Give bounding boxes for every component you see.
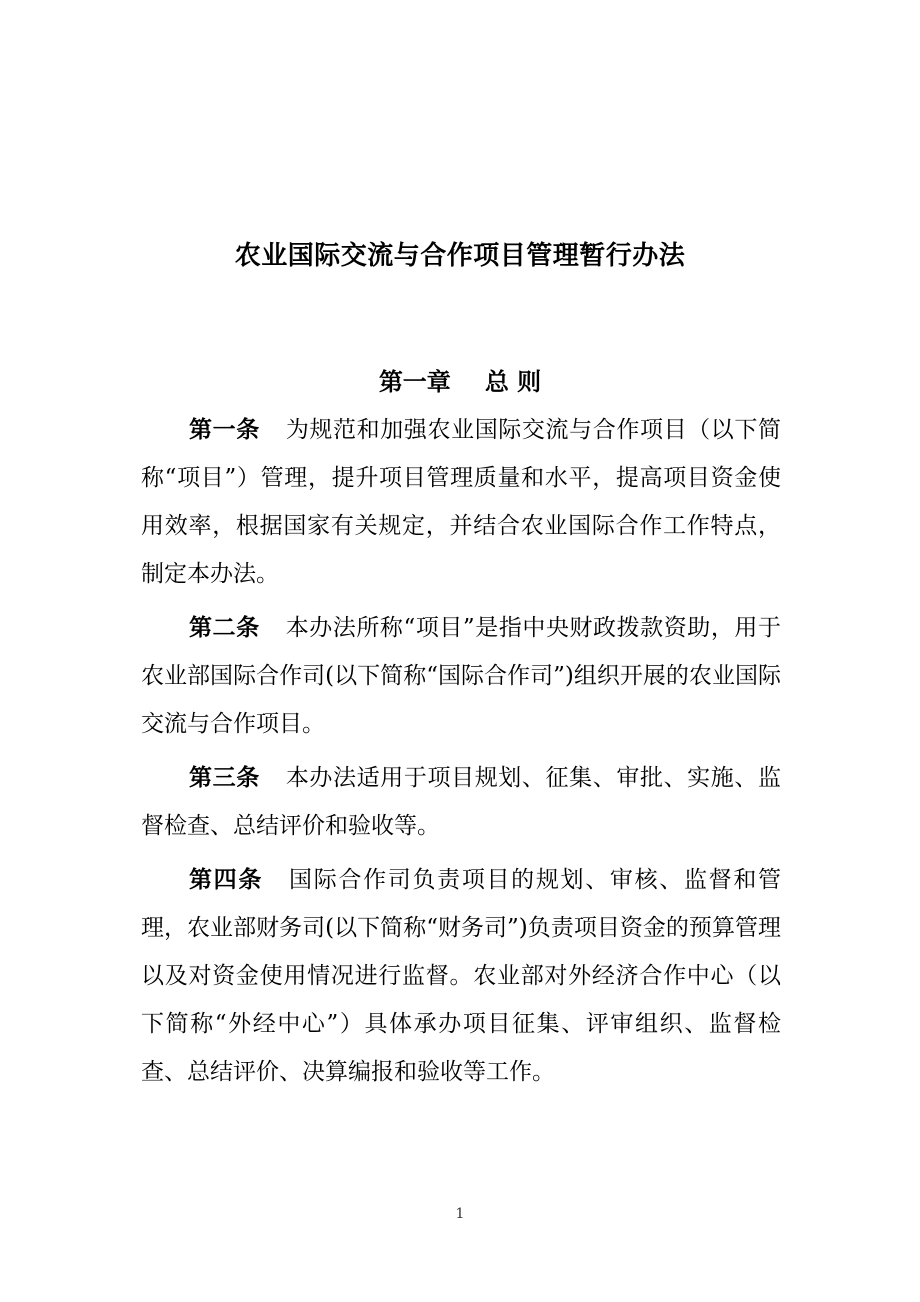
article-text: 本办法适用于项目规划、征集、审批、实施、监督检查、总结评价和验收等。 <box>141 765 782 839</box>
document-title: 农业国际交流与合作项目管理暂行办法 <box>234 241 686 272</box>
article-2 <box>141 604 781 748</box>
article-label: 第二条 <box>189 614 260 641</box>
chapter-number: 第一章 <box>378 367 451 396</box>
article-text: 为规范和加强农业国际交流与合作项目（以下简称“项目”）管理，提升项目管理质量和水平，提高项目资金使用效率，根据国家有关规定，并结合农业国际合作工作特点，制定本办法。 <box>141 417 782 587</box>
article-label: 第四条 <box>189 866 264 893</box>
chapter-heading <box>0 366 920 398</box>
article-4 <box>141 856 781 1096</box>
document-body <box>141 406 781 1102</box>
article-label: 第一条 <box>189 416 260 443</box>
chapter-name: 总 则 <box>484 367 542 396</box>
article-1 <box>141 406 781 598</box>
article-3 <box>141 754 781 850</box>
article-label: 第三条 <box>189 764 260 791</box>
page-number: 1 <box>455 1206 465 1222</box>
article-text: 国际合作司负责项目的规划、审核、监督和管理，农业部财务司(以下简称“财务司”)负责项目资金的预算管理以及对资金使用情况进行监督。农业部对外经济合作中心（以下简称“外经中心”）具体承办项目征集、评审组织、监督检查、总结评价、决算编报和验收等工作。 <box>141 867 782 1085</box>
article-text: 本办法所称“项目”是指中央财政拨款资助，用于农业部国际合作司(以下简称“国际合作司”)组织开展的农业国际交流与合作项目。 <box>141 615 781 737</box>
